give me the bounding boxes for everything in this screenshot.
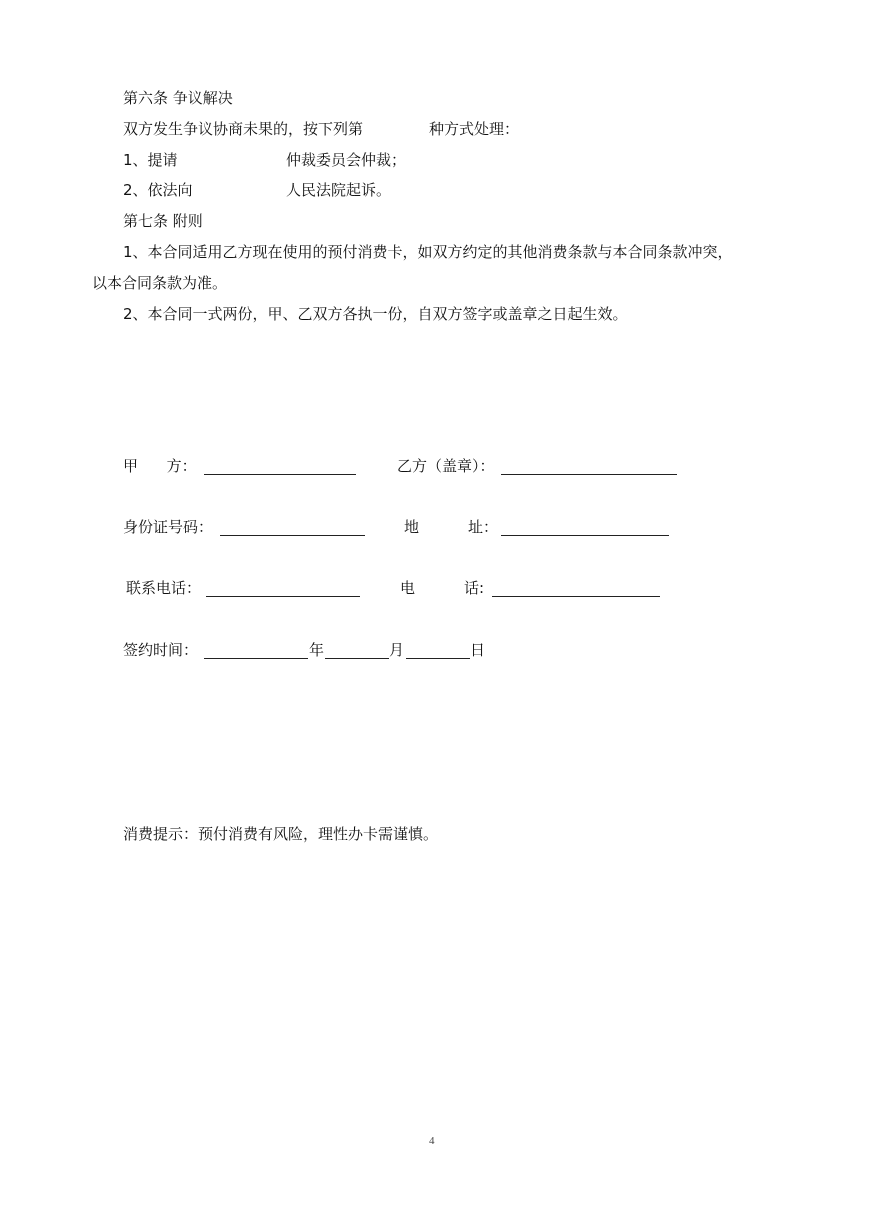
article-6-option-1-cont: 仲裁委员会仲裁； [286,151,407,169]
contact-phone-blank [206,596,360,597]
article-6-option-2-cont: 人民法院起诉。 [286,181,392,199]
contact-phone-label: 联系电话： [126,579,202,597]
day-label: 日 [470,641,486,659]
month-label: 月 [389,641,405,659]
article-6-option-2: 2、依法向 [123,181,193,199]
month-blank [325,658,389,659]
phone-label: 电 [400,579,416,597]
consumer-notice: 消费提示：预付消费有风险，理性办卡需谨慎。 [123,825,439,843]
article-6-heading: 第六条 争议解决 [123,89,233,107]
article-6-intro-cont: 种方式处理： [429,120,520,138]
party-b-blank [501,474,677,475]
page-number: 4 [429,1135,435,1147]
party-a-label: 甲 方： [123,457,197,475]
party-a-blank [204,474,356,475]
year-blank [204,658,308,659]
address-label-cont: 址： [468,518,499,536]
party-b-label: 乙方（盖章）： [397,457,495,475]
article-7-clause-2: 2、本合同一式两份，甲、乙双方各执一份，自双方签字或盖章之日起生效。 [123,305,628,323]
phone-blank [492,596,660,597]
article-7-clause-1-cont: 以本合同条款为准。 [92,274,228,292]
id-number-blank [220,535,365,536]
article-7-heading: 第七条 附则 [123,212,203,230]
sign-date-label: 签约时间： [123,641,199,659]
article-6-option-1: 1、提请 [123,151,178,169]
article-7-clause-1: 1、本合同适用乙方现在使用的预付消费卡，如双方约定的其他消费条款与本合同条款冲突， [123,243,733,261]
address-blank [501,535,669,536]
id-number-label: 身份证号码： [123,518,214,536]
day-blank [406,658,470,659]
year-label: 年 [309,641,325,659]
address-label: 地 [404,518,420,536]
article-6-intro: 双方发生争议协商未果的，按下列第 [123,120,364,138]
phone-label-cont: 话: [464,579,485,597]
